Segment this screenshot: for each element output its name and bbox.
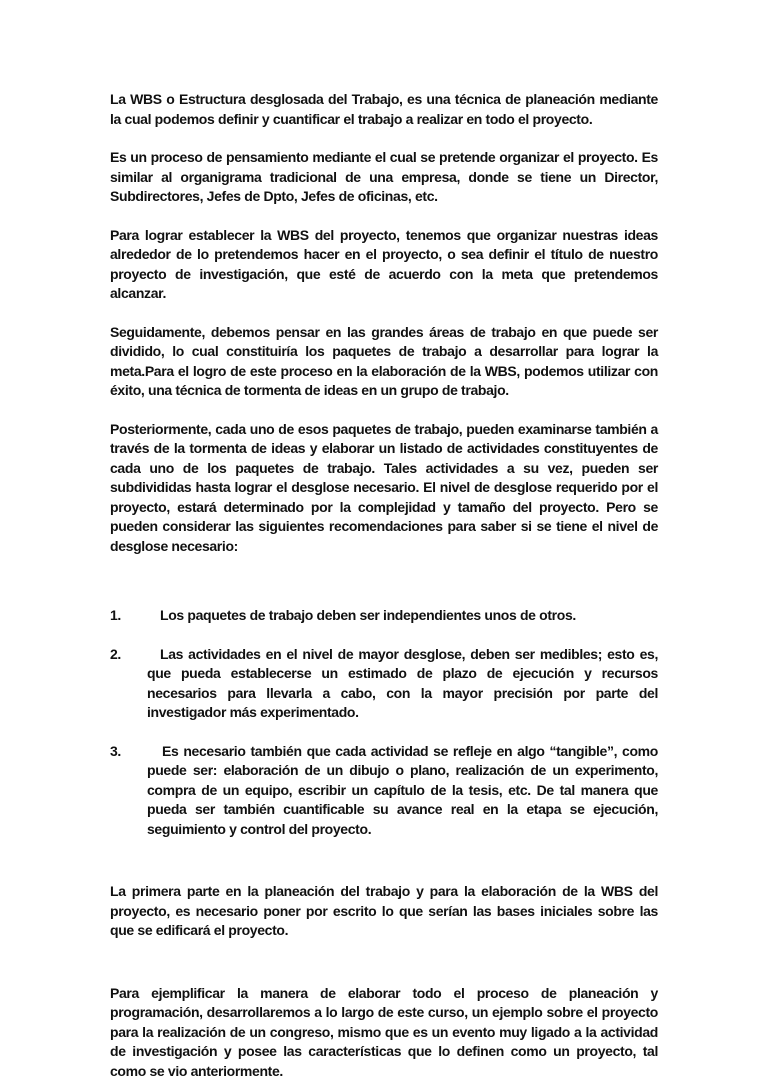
list-item: [110, 645, 658, 723]
paragraph-establish-wbs: Para lograr establecer la WBS del proyecto, tenemos que organizar nuestras ideas alrededor de lo pretendemos hacer en el proyecto, o sea definir el título de nuestro proyecto de investigación, que esté de acuerdo con la meta que pretendemos alcanzar.: [110, 226, 658, 304]
list-item-text: Es necesario también que cada actividad se refleje en algo “tangible”, como puede ser: elaboración de un dibujo o plano, realización de un experimento, compra de un equipo, escribir un capítulo de la tesis, etc. De tal manera que pueda ser también cuantificable su avance real en la etapa se ejecución, seguimiento y control del proyecto.: [147, 742, 658, 840]
list-item-text: Las actividades en el nivel de mayor desglose, deben ser medibles; esto es, que pueda establecerse un estimado de plazo de ejecución y recursos necesarios para llevarla a cabo, con la mayor precisión por parte del investigador más experimentado.: [147, 645, 658, 723]
list-item-number: 3.: [110, 742, 121, 762]
list-item: [110, 606, 658, 626]
list-item-text: Los paquetes de trabajo deben ser independientes unos de otros.: [147, 606, 658, 626]
list-item: [110, 742, 658, 840]
list-item-number: 2.: [110, 645, 121, 665]
paragraph-work-packages: Posteriormente, cada uno de esos paquetes de trabajo, pueden examinarse también a través de la tormenta de ideas y elaborar un listado de actividades constituyentes de cada uno de los paquetes de trabajo. Tales actividades a su vez, pueden ser subdivididas hasta lograr el desglose necesario. El nivel de desglose requerido por el proyecto, estará determinado por la complejidad y tamaño del proyecto. Pero se pueden considerar las siguientes recomendaciones para saber si se tiene el nivel de desglose necesario:: [110, 420, 658, 557]
paragraph-congress-example: Para ejemplificar la manera de elaborar todo el proceso de planeación y programación, desarrollaremos a lo largo de este curso, un ejemplo sobre el proyecto para la realización de un congreso, mismo que es un evento muy ligado a la actividad de investigación y posee las características que lo definen como un proyecto, tal como se vio anteriormente.: [110, 984, 658, 1081]
recommendations-list: [110, 606, 658, 839]
paragraph-thinking-process: Es un proceso de pensamiento mediante el cual se pretende organizar el proyecto. Es similar al organigrama tradicional de una empresa, donde se tiene un Director, Subdirectores, Jefes de Dpto, Jefes de oficinas, etc.: [110, 148, 658, 207]
paragraph-wbs-definition: La WBS o Estructura desglosada del Trabajo, es una técnica de planeación mediante la cual podemos definir y cuantificar el trabajo a realizar en todo el proyecto.: [110, 90, 658, 129]
document-body: [110, 90, 658, 1081]
list-item-number: 1.: [110, 606, 121, 626]
paragraph-first-planning-step: La primera parte en la planeación del trabajo y para la elaboración de la WBS del proyecto, es necesario poner por escrito lo que serían las bases iniciales sobre las que se edificará el proyecto.: [110, 882, 658, 941]
paragraph-work-areas: Seguidamente, debemos pensar en las grandes áreas de trabajo en que puede ser dividido, lo cual constituiría los paquetes de trabajo a desarrollar para lograr la meta.Para el logro de este proceso en la elaboración de la WBS, podemos utilizar con éxito, una técnica de tormenta de ideas en un grupo de trabajo.: [110, 323, 658, 401]
